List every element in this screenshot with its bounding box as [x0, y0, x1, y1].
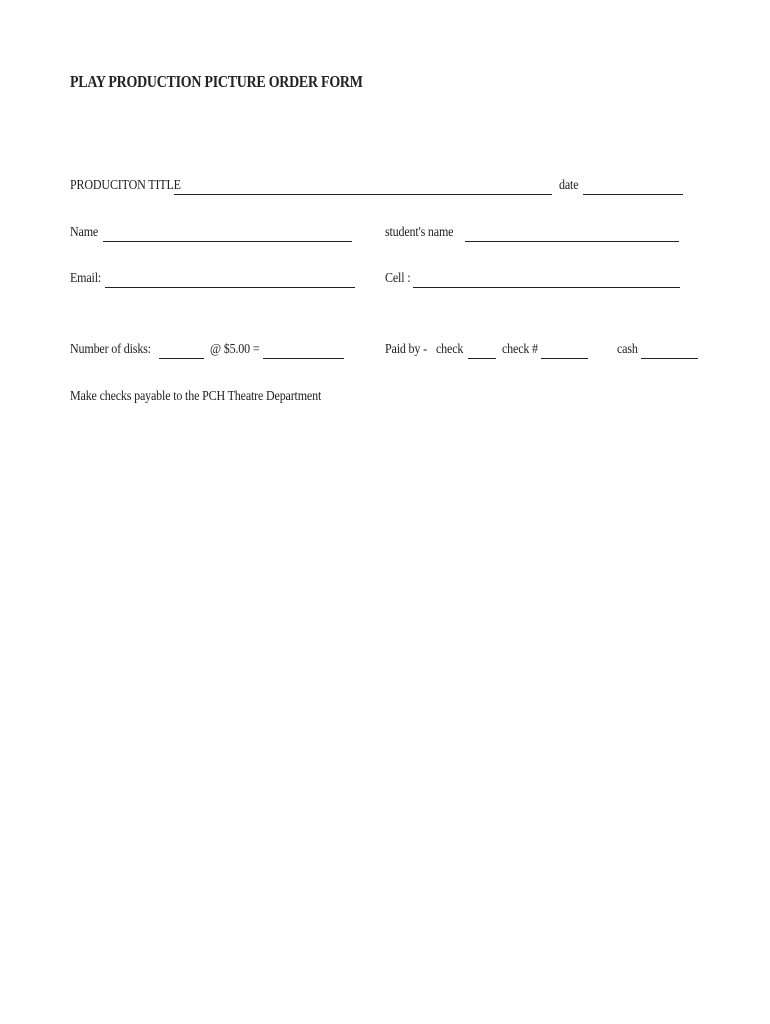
students-name-label: student's name: [385, 225, 454, 240]
email-field[interactable]: [105, 287, 355, 288]
number-of-disks-label: Number of disks:: [70, 342, 151, 357]
production-title-label: PRODUCITON TITLE: [70, 178, 181, 193]
price-label: @ $5.00 =: [210, 342, 260, 357]
email-label: Email:: [70, 271, 102, 286]
check-field[interactable]: [468, 358, 496, 359]
number-of-disks-field[interactable]: [159, 358, 204, 359]
students-name-field[interactable]: [465, 241, 679, 242]
check-number-field[interactable]: [541, 358, 588, 359]
check-number-label: check #: [502, 342, 538, 357]
production-title-field[interactable]: [174, 194, 552, 195]
cell-field[interactable]: [413, 287, 680, 288]
total-field[interactable]: [263, 358, 344, 359]
form-title: PLAY PRODUCTION PICTURE ORDER FORM: [70, 72, 363, 91]
cash-field[interactable]: [641, 358, 698, 359]
date-label: date: [559, 178, 579, 193]
payment-note: Make checks payable to the PCH Theatre Department: [70, 389, 322, 404]
check-label: check: [436, 342, 464, 357]
cash-label: cash: [617, 342, 638, 357]
name-field[interactable]: [103, 241, 352, 242]
name-label: Name: [70, 225, 99, 240]
date-field[interactable]: [583, 194, 683, 195]
paid-by-label: Paid by -: [385, 342, 427, 357]
cell-label: Cell :: [385, 271, 411, 286]
